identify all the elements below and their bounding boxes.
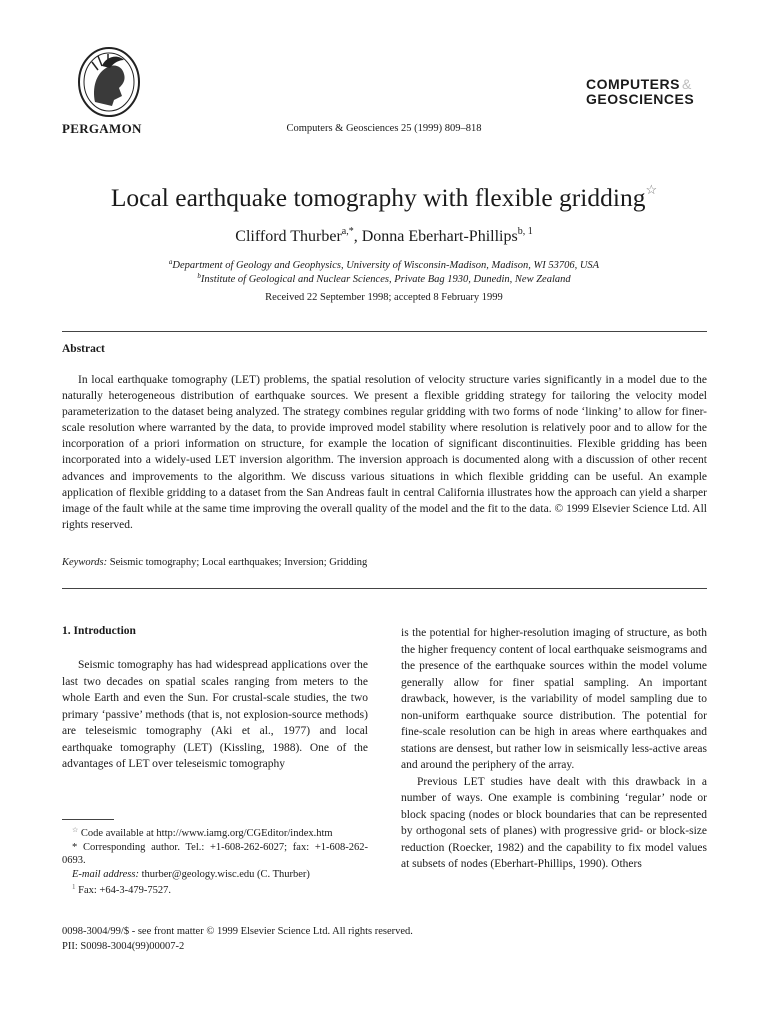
- keywords: [62, 557, 367, 568]
- footnote-code-text: Code available at http://www.iamg.org/CGEditor/index.htm: [80, 828, 333, 839]
- author-1-affil: a,*: [341, 226, 354, 237]
- affiliation-b: [0, 272, 768, 285]
- footnote-fax-text: Fax: +64-3-479-7527.: [78, 885, 171, 897]
- footnote-code: [62, 824, 368, 841]
- keywords-label: Keywords:: [62, 557, 108, 568]
- footnote-rule: [62, 819, 114, 820]
- copyright-block: [62, 925, 413, 954]
- right-column: [401, 625, 707, 873]
- intro-paragraph-1: Seismic tomography has had widespread applications over the last two decades on spatial scales ranging from meters to the whole Earth and even the Sun. For crustal-scale studies, the two primary ‘passive’ methods (that is, not explosion-source methods) are teleseismic tomography (Aki et al., 1977) and local earthquake tomography (LET) (Kissling, 1988). One of the advantages of LET over teleseismic tomography: [62, 659, 368, 770]
- author-1: Clifford Thurber: [235, 228, 342, 245]
- footnote-star-icon: ☆: [72, 826, 79, 834]
- author-list: [0, 226, 768, 246]
- divider-bottom: [62, 588, 707, 589]
- keywords-text: Seismic tomography; Local earthquakes; Inversion; Gridding: [109, 557, 368, 568]
- brand-line1: COMPUTERS: [586, 76, 680, 92]
- title-footnote-star-icon: ☆: [645, 182, 658, 197]
- pii-line: PII: S0098-3004(99)00007-2: [62, 940, 185, 952]
- affiliation-b-text: Institute of Geological and Nuclear Sciences, Private Bag 1930, Dunedin, New Zealand: [200, 274, 571, 285]
- publisher-name: PERGAMON: [62, 121, 142, 136]
- intro-paragraph-1-cont: is the potential for higher-resolution imaging of structure, as both the higher frequency content of local earthquake seismograms and the presence of the earthquake sources within the model volume generally allow for finer spatial sampling. An important drawback, however, is the variability of model sampling due to non-uniform earthquake source distribution. The potential for fine-scale resolution can be high in areas where earthquakes and stations are densest, but rather low in seismically less-active areas and around the periphery of the array.: [401, 627, 707, 771]
- paper-title-text: Local earthquake tomography with flexible gridding: [110, 183, 646, 212]
- footnote-email-label: E-mail address:: [72, 868, 139, 880]
- intro-paragraph-2: Previous LET studies have dealt with this drawback in a number of ways. One example is combining ‘regular’ node or block spacing (nodes or block boundaries that can be represented by orthogonal sets of planes) with progressive grid- or block-size reduction (Roecker, 1982) and the capability to fix model values at subsets of nodes (Eberhart-Phillips, 1990). Others: [401, 775, 707, 870]
- footnote-fax-mark: 1: [72, 883, 76, 892]
- abstract-text: In local earthquake tomography (LET) problems, the spatial resolution of velocity structure varies significantly in a model due to the naturally heterogeneous distribution of earthquake sources. We present a flexible gridding strategy for tailoring the velocity model parameterization to the dataset being analyzed. The strategy combines regular gridding with two forms of node ‘linking’ to allow for finer-scale resolution where warranted by the data, to provide improved model stability where resolution is relatively poor and to allow for the incorporation of a priori information on structure, for example the location of significant discontinuities. Flexible gridding has been incorporated into a widely-used LET inversion algorithm. The inversion approach is documented along with a discussion of other recent advances and improvements to the algorithm. We discuss various situations in which flexible gridding can be useful. An example application of flexible gridding to a dataset from the San Andreas fault in central California illustrates how the approach can yield a sharper image of the fault while at the same time improving the overall quality of the model and the fit to the data. © 1999 Elsevier Science Ltd. All rights reserved.: [62, 374, 707, 531]
- author-2: Donna Eberhart-Phillips: [361, 228, 518, 245]
- affiliation-b-mark: b: [197, 272, 201, 280]
- left-column: [62, 657, 368, 773]
- divider-top: [62, 331, 707, 332]
- footnote-corresponding: * Corresponding author. Tel.: +1-608-262-6027; fax: +1-608-262-0693.: [62, 841, 368, 867]
- footnote-email-text: thurber@geology.wisc.edu (C. Thurber): [141, 868, 310, 880]
- footnotes: [62, 824, 368, 898]
- author-2-affil: b, 1: [517, 226, 533, 237]
- received-dates: Received 22 September 1998; accepted 8 February 1999: [265, 292, 503, 303]
- pergamon-logo-icon: [62, 44, 156, 120]
- paper-title: [0, 182, 768, 213]
- affiliation-a-text: Department of Geology and Geophysics, University of Wisconsin-Madison, Madison, WI 53706, USA: [172, 260, 600, 271]
- brand-line2: GEOSCIENCES: [586, 91, 695, 107]
- affiliation-a: [0, 258, 768, 271]
- journal-citation: Computers & Geosciences 25 (1999) 809–818: [286, 123, 482, 134]
- author-separator: ,: [353, 228, 358, 245]
- abstract-heading: Abstract: [62, 343, 105, 355]
- footnote-fax: [62, 881, 368, 898]
- brand-ampersand: &: [681, 76, 692, 92]
- front-matter-line: 0098-3004/99/$ - see front matter © 1999 Elsevier Science Ltd. All rights reserved.: [62, 926, 413, 937]
- section-heading-introduction: 1. Introduction: [62, 625, 136, 637]
- footnote-email: [62, 868, 368, 882]
- journal-brand: [586, 77, 716, 107]
- affiliation-a-mark: a: [168, 258, 173, 266]
